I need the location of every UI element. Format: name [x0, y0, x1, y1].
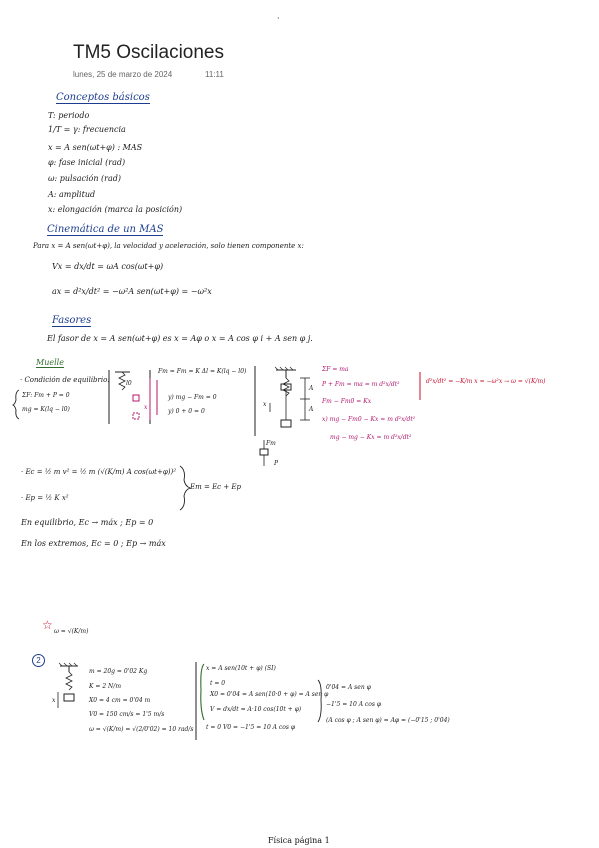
exercise-spring-x: x: [52, 697, 56, 704]
fasores-heading: Fasores: [52, 315, 92, 326]
equilibrio-eq2: mg = K(lq − l0): [22, 406, 70, 413]
exercise-number: 2: [32, 654, 45, 667]
mechanical-energy: Em = Ec + Ep: [190, 483, 241, 491]
page-time: 11:11: [205, 70, 224, 79]
amplitude-label-bottom: A: [309, 406, 314, 413]
concept-item: 1/T = γ: frecuencia: [48, 125, 126, 134]
muelle-right-eq3: Fm − Fm0 = Kx: [322, 398, 372, 405]
concept-item: T: periodo: [48, 111, 90, 120]
exercise-data: V0 = 150 cm/s = 1'5 m/s: [89, 711, 165, 718]
spring-label-x: x: [144, 404, 148, 411]
solution-step: X0 = 0'04 = A sen(10·0 + φ) = A sen φ: [210, 691, 329, 698]
muelle-right-eq1: ΣF = ma: [322, 366, 349, 373]
star-formula: ω = √(K/m): [54, 628, 89, 635]
force-label-p: P: [274, 460, 279, 467]
muelle-mid-eq3: y) 0 + 0 = 0: [168, 408, 205, 415]
omega-derivation: d²x/dt² = −K/m x = −ω²x → ω = √(K/m): [426, 378, 546, 385]
fasores-text: El fasor de x = A sen(ωt+φ) es x = Aφ o x = A cos φ i + A sen φ j.: [47, 334, 313, 343]
equilibrium-energy: En equilibrio, Ec → máx ; Ep = 0: [21, 518, 154, 527]
solution-step: t = 0: [210, 680, 226, 687]
spring-label-l0: l0: [126, 380, 132, 387]
equilibrio-eq1: ΣF: Fm + P = 0: [22, 392, 70, 399]
top-dot: ·: [277, 14, 280, 23]
muelle-heading: Muelle: [36, 358, 64, 367]
displacement-label-x: x: [263, 401, 267, 408]
cinematica-heading: Cinemática de un MAS: [47, 224, 164, 235]
solution-step: x = A sen(10t + φ) (SI): [206, 665, 276, 672]
muelle-right-eq2: P + Fm = ma = m d²x/dt²: [322, 381, 400, 388]
kinetic-energy: · Ec = ½ m v² = ½ m (√(K/m) A cos(ωt+φ))²: [21, 468, 177, 476]
concept-item: x = A sen(ωt+φ) : MAS: [48, 143, 143, 152]
exercise-data: K = 2 N/m: [89, 683, 122, 690]
extremes-energy: En los extremos, Ec = 0 ; Ep → máx: [21, 539, 166, 548]
page-title: TM5 Oscilaciones: [73, 42, 224, 63]
force-label-fm: Fm: [266, 440, 276, 447]
acceleration-formula: ax = d²x/dt² = −ω²A sen(ωt+φ) = −ω²x: [52, 287, 212, 296]
concept-item: x: elongación (marca la posición): [48, 205, 183, 214]
star-icon: ☆: [42, 618, 53, 632]
concept-item: A: amplitud: [48, 190, 96, 199]
concept-item: φ: fase inicial (rad): [48, 158, 126, 167]
system-equation: 0'04 = A sen φ: [326, 684, 371, 691]
exercise-spring-diagram: [58, 663, 78, 708]
exercise-data: m = 20g = 0'02 Kg: [89, 668, 148, 675]
exercise-data: X0 = 4 cm = 0'04 m: [89, 697, 151, 704]
conceptos-heading: Conceptos básicos: [56, 92, 150, 103]
potential-energy: · Ep = ½ K x²: [21, 494, 69, 502]
system-equation: (A cos φ ; A sen φ) = Aφ = (−0'15 ; 0'04): [326, 717, 450, 724]
solution-step: t = 0 V0 = −1'5 = 10 A cos φ: [206, 724, 296, 731]
system-brace: [318, 680, 321, 722]
spring-diagram-2: [270, 367, 310, 427]
system-equation: −1'5 = 10 A cos φ: [326, 701, 382, 708]
muelle-right-eq4: x) mg − Fm0 − Kx = m d²x/dt²: [322, 416, 416, 423]
exercise-data: ω = √(K/m) = √(2/0'02) = 10 rad/s: [89, 726, 194, 733]
spring-diagram-1: [115, 372, 157, 420]
muelle-right-eq5: mg − mg − Kx = m d²x/dt²: [330, 434, 412, 441]
equilibrio-title: · Condición de equilibrio:: [20, 376, 110, 384]
green-brace: [201, 664, 204, 720]
concept-item: ω: pulsación (rad): [48, 174, 121, 183]
muelle-mid-eq2: y) mg − Fm = 0: [168, 394, 217, 401]
cinematica-intro: Para x = A sen(ωt+φ), la velocidad y aceleración, solo tienen componente x:: [33, 242, 304, 250]
force-diagram: [260, 440, 268, 466]
energy-brace: [180, 466, 190, 510]
muelle-mid-eq1: Fm = Fm = K Δl = K(lq − l0): [158, 368, 247, 375]
amplitude-label-top: A: [309, 385, 314, 392]
velocity-formula: Vx = dx/dt = ωA cos(ωt+φ): [52, 262, 164, 271]
brace: [13, 390, 19, 419]
page-date: lunes, 25 de marzo de 2024: [73, 70, 173, 79]
solution-step: V = dx/dt = A·10 cos(10t + φ): [210, 706, 302, 713]
page-footer: Física página 1: [268, 836, 330, 845]
